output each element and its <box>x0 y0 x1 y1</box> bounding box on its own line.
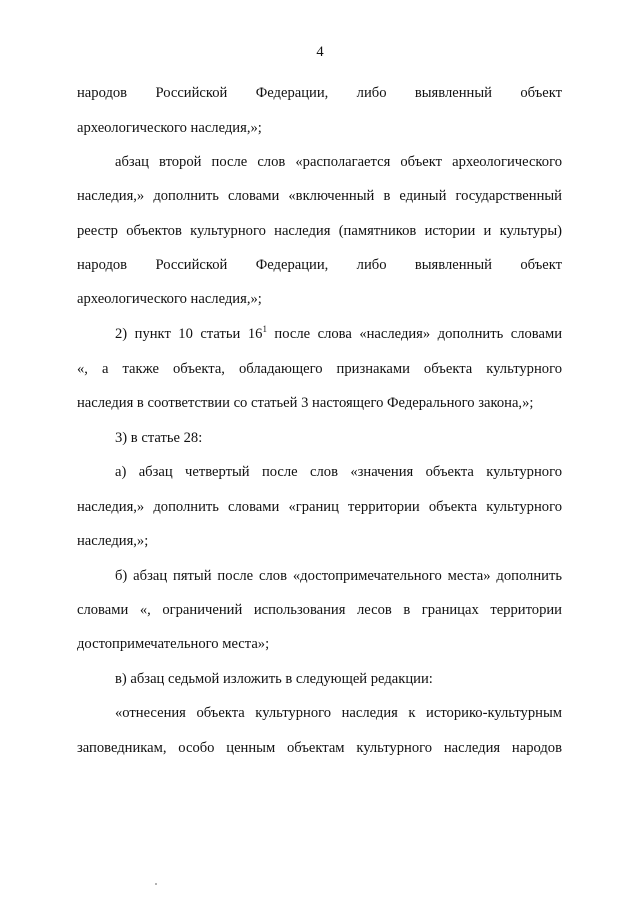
paragraph-first-line: абзац второй после слов «располагается объект археологического <box>115 154 562 170</box>
text-line: наследия,»; <box>77 533 149 549</box>
paragraph-first-line: «отнесения объекта культурного наследия к историко-культурным <box>115 705 562 721</box>
paragraph-first-line: б) абзац пятый после слов «достопримечательного места» дополнить <box>115 568 562 584</box>
text-line: наследия,» дополнить словами «включенный в единый государственный <box>77 188 562 204</box>
text-segment: 2) пункт 10 статьи 16 <box>115 326 263 342</box>
paragraph-first-line: а) абзац четвертый после слов «значения объекта культурного <box>115 464 562 480</box>
paragraph-first-line: в) абзац седьмой изложить в следующей редакции: <box>115 671 433 687</box>
superscript: 1 <box>262 324 267 334</box>
paragraph-first-line: 3) в статье 28: <box>115 430 203 446</box>
paragraph-first-line <box>115 324 562 344</box>
text-line: археологического наследия,»; <box>77 291 262 307</box>
text-segment: после слова «наследия» дополнить словами <box>266 326 563 342</box>
text-line: словами «, ограничений использования лесов в границах территории <box>77 602 562 618</box>
text-line: народов Российской Федерации, либо выявленный объект <box>77 257 562 273</box>
text-line: наследия,» дополнить словами «границ территории объекта культурного <box>77 499 562 515</box>
text-line: заповедникам, особо ценным объектам культурного наследия народов <box>77 740 562 756</box>
text-line: «, а также объекта, обладающего признаками объекта культурного <box>77 361 562 377</box>
text-line: наследия в соответствии со статьей 3 настоящего Федерального закона,»; <box>77 395 534 411</box>
text-line: реестр объектов культурного наследия (памятников истории и культуры) <box>77 223 562 239</box>
text-line: достопримечательного места»; <box>77 636 270 652</box>
text-line: народов Российской Федерации, либо выявленный объект <box>77 85 562 101</box>
text-line: археологического наследия,»; <box>77 120 262 136</box>
scan-speck <box>155 883 157 885</box>
page-number: 4 <box>316 44 324 60</box>
